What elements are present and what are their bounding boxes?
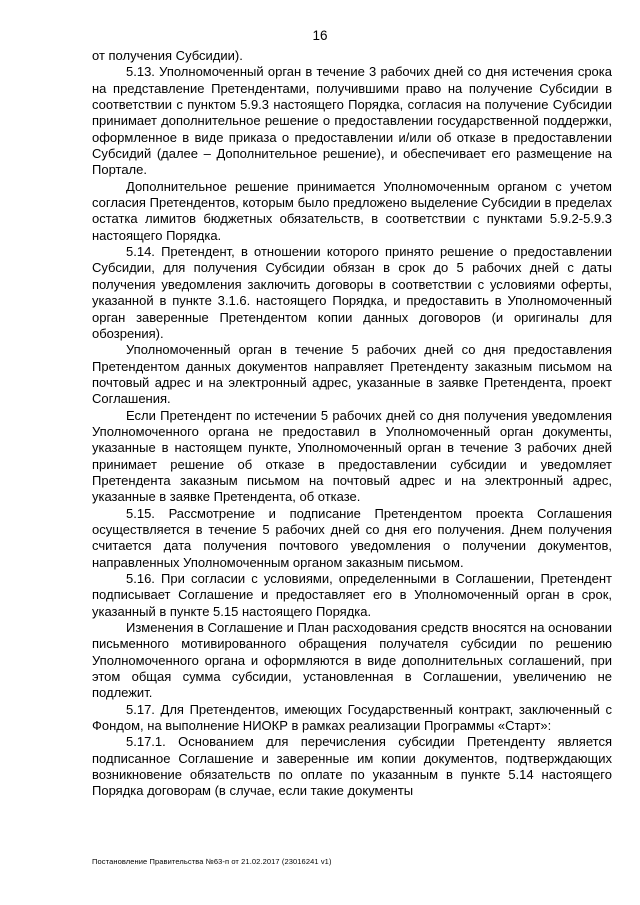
paragraph: Дополнительное решение принимается Уполномоченным органом с учетом согласия Претендентов, которым было предложено выделение Субсидии в пределах остатка лимитов бюджетных обязательств, в соответствии с пунктами 5.9.2-5.9.3 настоящего Порядка. (92, 178, 612, 243)
paragraph: 5.17.1. Основанием для перечисления субсидии Претенденту является подписанное Соглашение и заверенные им копии документов, подтверждающих возникновение обязательств по оплате по указанным в пункте 5.14 настоящего Порядка договорам (в случае, если такие документы (92, 734, 612, 799)
paragraph: Уполномоченный орган в течение 5 рабочих дней со дня предоставления Претендентом данных документов направляет Претенденту заказным письмом на почтовый адрес и на электронный адрес, указанные в заявке Претендента, проект Соглашения. (92, 342, 612, 407)
paragraph: Изменения в Соглашение и План расходования средств вносятся на основании письменного мотивированного обращения получателя субсидии по решению Уполномоченного органа и оформляются в виде дополнительных соглашений, при этом общая сумма субсидии, установленная в Соглашении, увеличению не подлежит. (92, 620, 612, 701)
paragraph: 5.15. Рассмотрение и подписание Претендентом проекта Соглашения осуществляется в течение 5 рабочих дней со дня его получения. Днем получения считается дата получения почтового уведомления о получении документов, направленных Уполномоченным органом заказным письмом. (92, 505, 612, 570)
paragraph: Если Претендент по истечении 5 рабочих дней со дня получения уведомления Уполномоченного органа не предоставил в Уполномоченный орган документы, указанные в настоящем пункте, Уполномоченный орган в течение 3 рабочих дней принимает решение об отказе в предоставлении субсидии и уведомляет Претендента заказным письмом на почтовый адрес и на электронный адрес, указанные в заявке Претендента, об отказе. (92, 407, 612, 505)
paragraph: 5.16. При согласии с условиями, определенными в Соглашении, Претендент подписывает Соглашение и предоставляет его в Уполномоченный орган в срок, указанный в пункте 5.15 настоящего Порядка. (92, 571, 612, 619)
paragraph: 5.14. Претендент, в отношении которого принято решение о предоставлении Субсидии, для получения Субсидии обязан в срок до 5 рабочих дней с даты получения уведомления заключить договоры в соответствии с условиями оферты, указанной в пункте 3.1.6. настоящего Порядка, и предоставить в Уполномоченный орган заверенные Претендентом копии данных договоров (и оригиналы для обозрения). (92, 244, 612, 341)
paragraph: 5.13. Уполномоченный орган в течение 3 рабочих дней со дня истечения срока на представление Претендентами, получившими право на получение Субсидии в соответствии с пунктом 5.9.3 настоящего Порядка, согласия на получение Субсидии принимает дополнительное решение о предоставлении государственной поддержки, оформленное в виде приказа о предоставлении и/или об отказе в предоставлении Субсидий (далее – Дополнительное решение), и обеспечивает его размещение на Портале. (92, 64, 612, 178)
document-body (92, 48, 612, 800)
page-number: 16 (312, 28, 328, 43)
paragraph: 5.17. Для Претендентов, имеющих Государственный контракт, заключенный с Фондом, на выполнение НИОКР в рамках реализации Программы «Старт»: (92, 701, 612, 734)
document-footer: Постановление Правительства №63-п от 21.02.2017 (23016241 v1) (92, 857, 332, 866)
paragraph: от получения Субсидии). (92, 48, 243, 63)
